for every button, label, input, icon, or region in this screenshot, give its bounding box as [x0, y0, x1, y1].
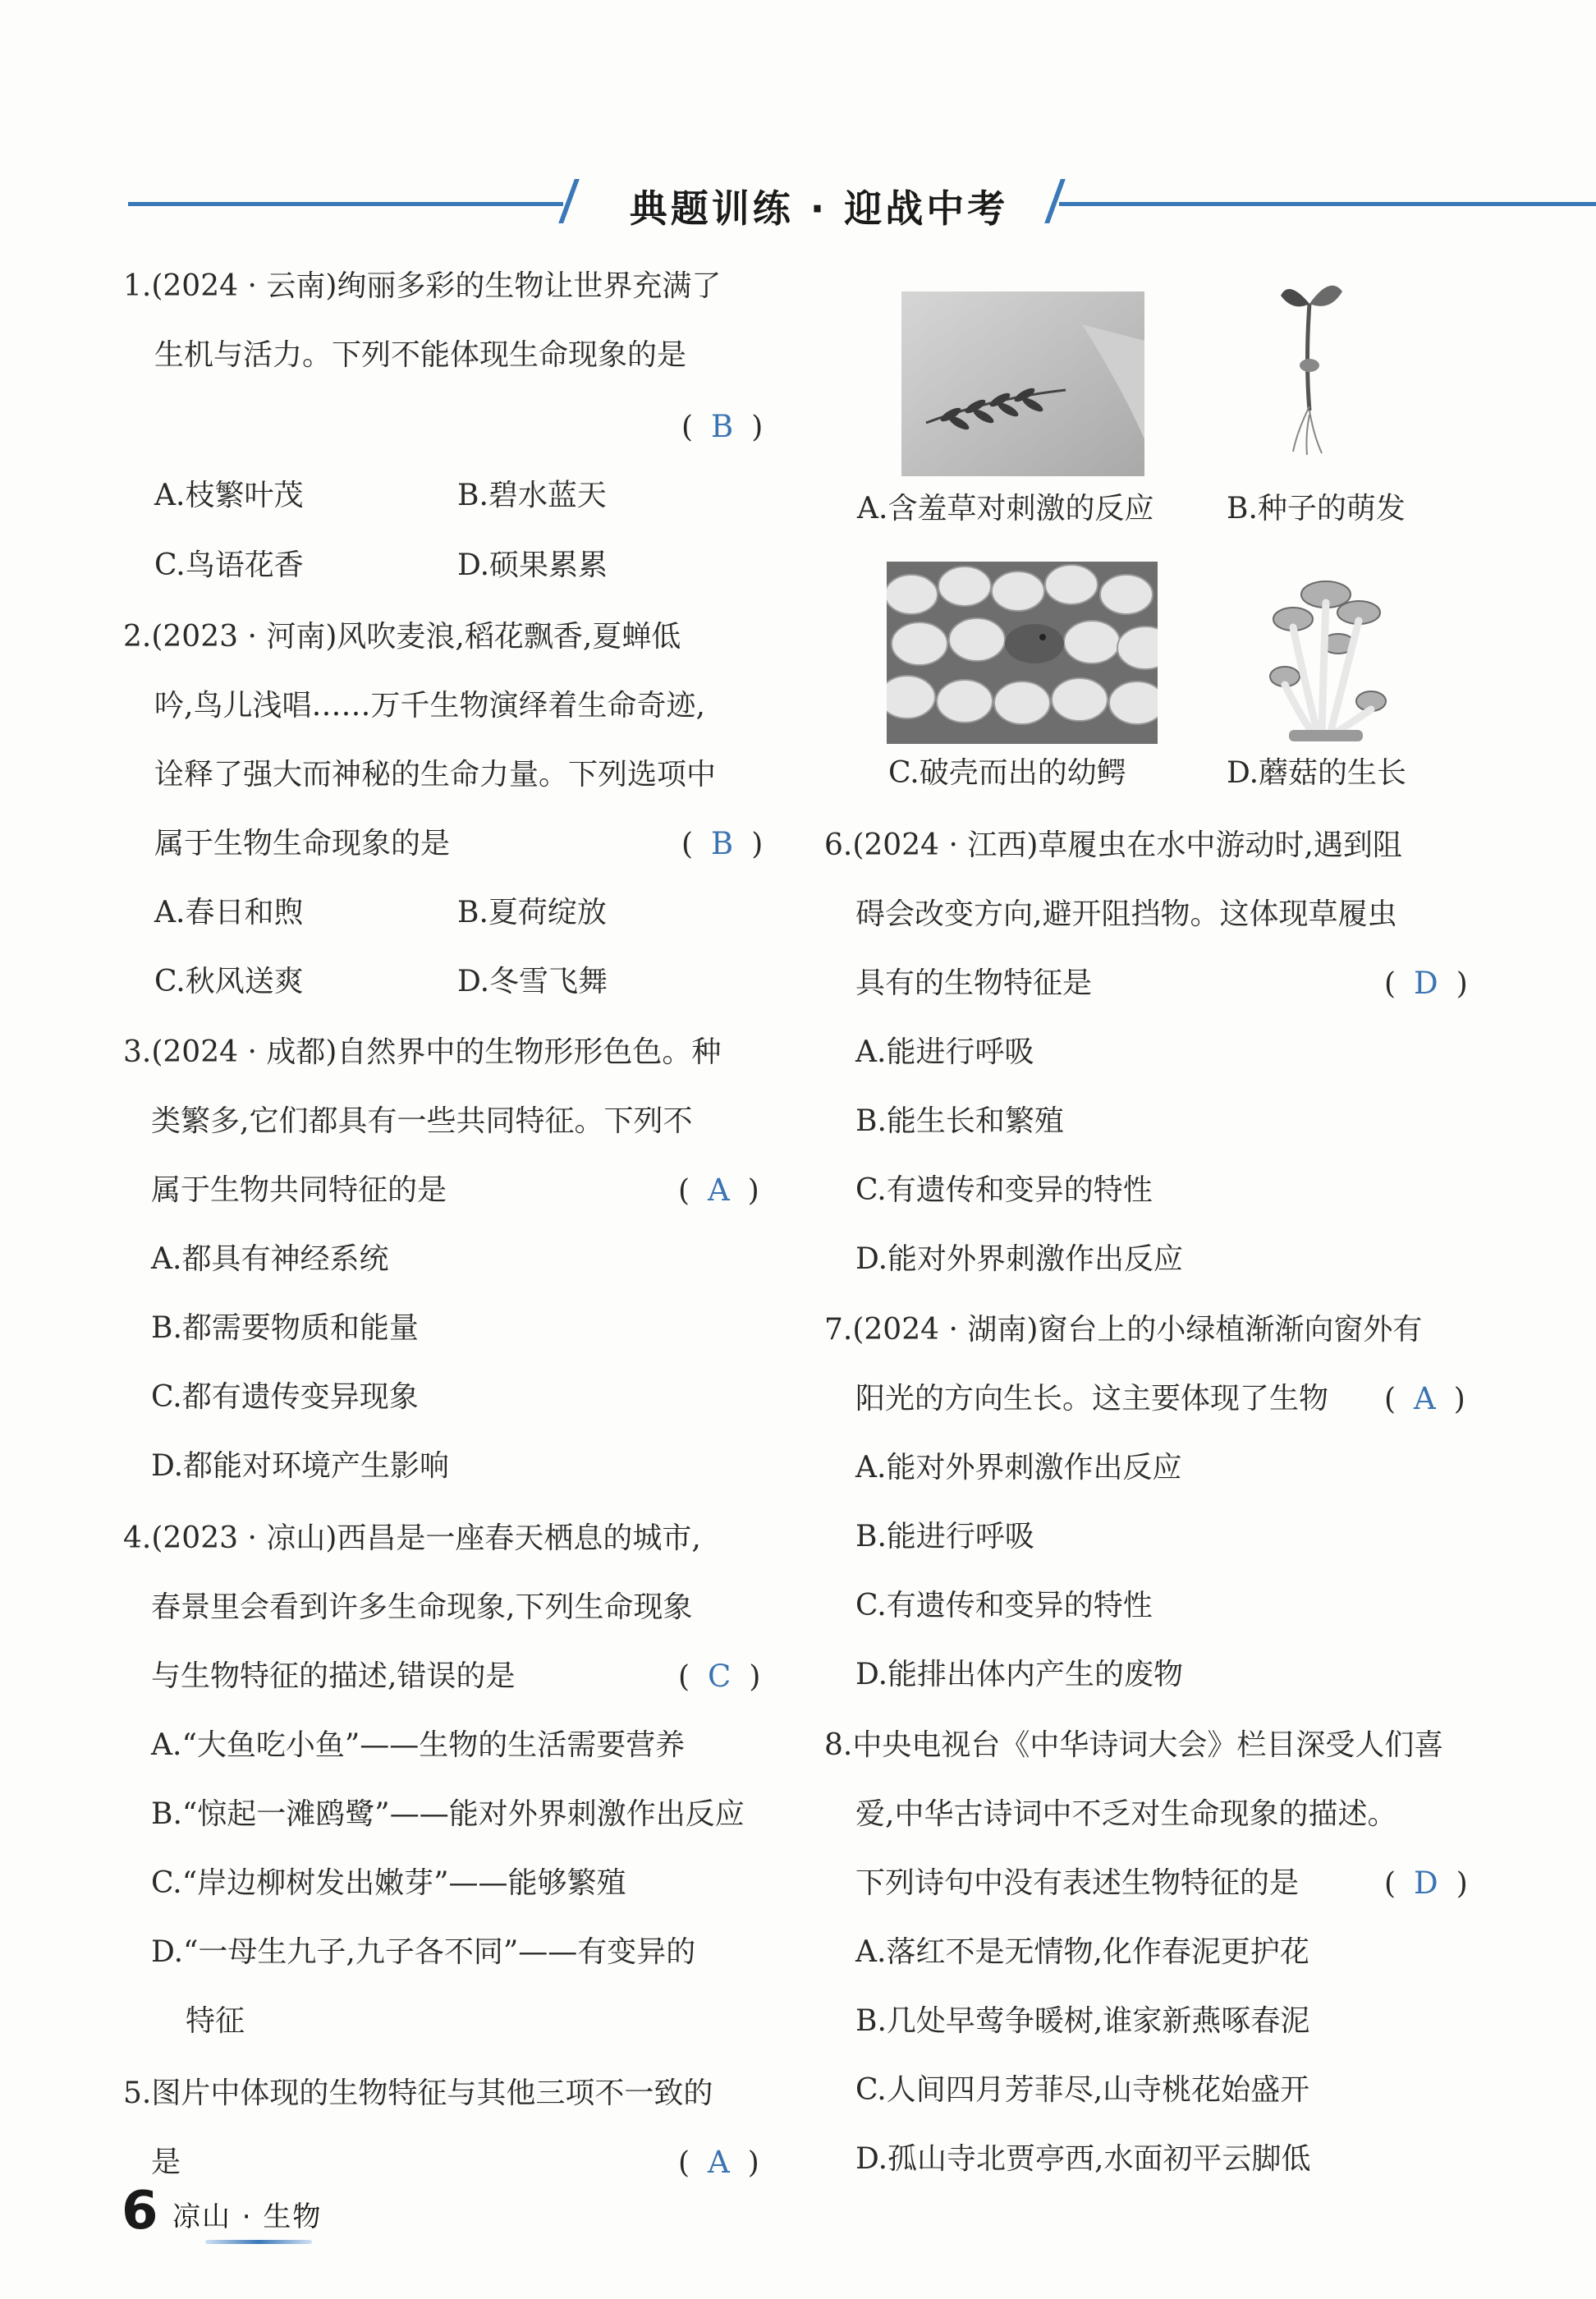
q3-option: A.都具有神经系统	[151, 1242, 389, 1276]
q7-option: A.能对外界刺激作出反应	[855, 1451, 1182, 1484]
figure-caption: B.种子的萌发	[1227, 492, 1406, 525]
q4-option: A.“大鱼吃小鱼”——生物的生活需要营养	[151, 1728, 686, 1762]
answer-letter: A	[708, 1172, 730, 1208]
q1-option: D.硕果累累	[457, 548, 608, 582]
answer-letter: B	[711, 826, 734, 861]
answer-letter: D	[1414, 966, 1438, 1001]
q3-option: B.都需要物质和能量	[151, 1311, 419, 1345]
q4-stem-line: 4.(2023 · 凉山)西昌是一座春天栖息的城市,	[123, 1521, 701, 1555]
q6-stem-line: 6.(2024 · 江西)草履虫在水中游动时,遇到阻	[824, 828, 1402, 862]
answer-letter: D	[1414, 1865, 1438, 1901]
q1-stem-line: 生机与活力。下列不能体现生命现象的是	[154, 338, 687, 372]
q3-option: D.都能对环境产生影响	[151, 1449, 450, 1483]
q8-answer: ( D )	[1384, 1865, 1468, 1901]
q4-option-continued: 特征	[186, 2004, 245, 2038]
q1-answer: ( B )	[681, 409, 764, 444]
crocodile-eggs-image	[887, 562, 1158, 744]
q7-stem-line: 7.(2024 · 湖南)窗台上的小绿植渐渐向窗外有	[824, 1313, 1423, 1347]
q2-stem-line: 吟,鸟儿浅唱……万千生物演绎着生命奇迹,	[154, 689, 705, 723]
footer-label: 凉山 · 生物	[172, 2200, 323, 2233]
q6-option: C.有遗传和变异的特性	[855, 1173, 1153, 1207]
q4-stem-line: 与生物特征的描述,错误的是	[151, 1659, 516, 1693]
q4-option: C.“岸边柳树发出嫩芽”——能够繁殖	[151, 1866, 626, 1900]
q8-option: A.落红不是无情物,化作春泥更护花	[855, 1935, 1309, 1969]
q8-option: B.几处早莺争暖树,谁家新燕啄春泥	[855, 2004, 1310, 2038]
mimosa-image	[901, 291, 1144, 476]
q4-option: B.“惊起一滩鸥鹭”——能对外界刺激作出反应	[151, 1797, 745, 1831]
q2-answer: ( B )	[681, 826, 764, 861]
q5-answer: ( A )	[678, 2145, 759, 2180]
seedling-image	[1264, 271, 1355, 456]
q6-answer: ( D )	[1384, 966, 1468, 1001]
q8-option: C.人间四月芳菲尽,山寺桃花始盛开	[855, 2073, 1310, 2107]
q6-stem-line: 具有的生物特征是	[855, 966, 1093, 1000]
q2-option: D.冬雪飞舞	[457, 965, 608, 998]
q2-stem-line: 2.(2023 · 河南)风吹麦浪,稻花飘香,夏蝉低	[123, 620, 681, 654]
figure-caption: D.蘑菇的生长	[1227, 756, 1407, 790]
q2-option: A.春日和煦	[154, 896, 304, 929]
q4-stem-line: 春景里会看到许多生命现象,下列生命现象	[151, 1590, 693, 1624]
q6-option: B.能生长和繁殖	[855, 1104, 1064, 1138]
answer-letter: B	[711, 409, 734, 444]
q4-option: D.“一母生九子,九子各不同”——有变异的	[151, 1935, 696, 1969]
section-header	[123, 174, 1478, 232]
q2-stem-line: 属于生物生命现象的是	[154, 827, 451, 860]
q7-option: B.能进行呼吸	[855, 1520, 1034, 1553]
q4-answer: ( C )	[678, 1659, 761, 1694]
q3-option: C.都有遗传变异现象	[151, 1380, 419, 1414]
q3-stem-line: 3.(2024 · 成都)自然界中的生物形形色色。种	[123, 1035, 722, 1069]
q6-option: A.能进行呼吸	[855, 1035, 1034, 1069]
q3-answer: ( A )	[678, 1172, 759, 1208]
q7-answer: ( A )	[1384, 1381, 1465, 1416]
answer-letter: C	[708, 1659, 732, 1694]
q5-stem-line: 5.图片中体现的生物特征与其他三项不一致的	[123, 2076, 713, 2110]
q5-stem-line: 是	[151, 2145, 181, 2179]
q3-stem-line: 属于生物共同特征的是	[151, 1173, 447, 1207]
header-slash-left	[558, 179, 580, 223]
footer-accent-bar	[205, 2240, 312, 2244]
figure-caption: A.含羞草对刺激的反应	[857, 492, 1154, 525]
q1-option: A.枝繁叶茂	[154, 479, 304, 512]
q1-stem-line: 1.(2024 · 云南)绚丽多彩的生物让世界充满了	[123, 269, 722, 303]
q8-stem-line: 8.中央电视台《中华诗词大会》栏目深受人们喜	[824, 1728, 1444, 1762]
q1-option: C.鸟语花香	[154, 548, 304, 582]
section-title: 典题训练 · 迎战中考	[629, 186, 1009, 231]
header-rule-left	[128, 202, 563, 206]
q6-option: D.能对外界刺激作出反应	[855, 1242, 1184, 1276]
answer-letter: A	[708, 2145, 730, 2180]
header-rule-right	[1059, 202, 1596, 206]
q1-option: B.碧水蓝天	[457, 479, 607, 512]
mushroom-image	[1256, 570, 1396, 742]
q2-option: C.秋风送爽	[154, 965, 304, 998]
q2-option: B.夏荷绽放	[457, 896, 607, 929]
q8-stem-line: 爱,中华古诗词中不乏对生命现象的描述。	[855, 1797, 1397, 1831]
q7-option: C.有遗传和变异的特性	[855, 1589, 1153, 1622]
q7-stem-line: 阳光的方向生长。这主要体现了生物	[855, 1382, 1329, 1416]
q2-stem-line: 诠释了强大而神秘的生命力量。下列选项中	[154, 758, 717, 792]
figure-caption: C.破壳而出的幼鳄	[888, 756, 1126, 790]
q6-stem-line: 碍会改变方向,避开阻挡物。这体现草履虫	[855, 897, 1397, 931]
answer-letter: A	[1414, 1381, 1436, 1416]
q3-stem-line: 类繁多,它们都具有一些共同特征。下列不	[151, 1104, 693, 1138]
page-number: 6	[122, 2181, 158, 2242]
q8-stem-line: 下列诗句中没有表述生物特征的是	[855, 1866, 1300, 1900]
q8-option: D.孤山寺北贾亭西,水面初平云脚低	[855, 2142, 1311, 2176]
q7-option: D.能排出体内产生的废物	[855, 1658, 1184, 1691]
